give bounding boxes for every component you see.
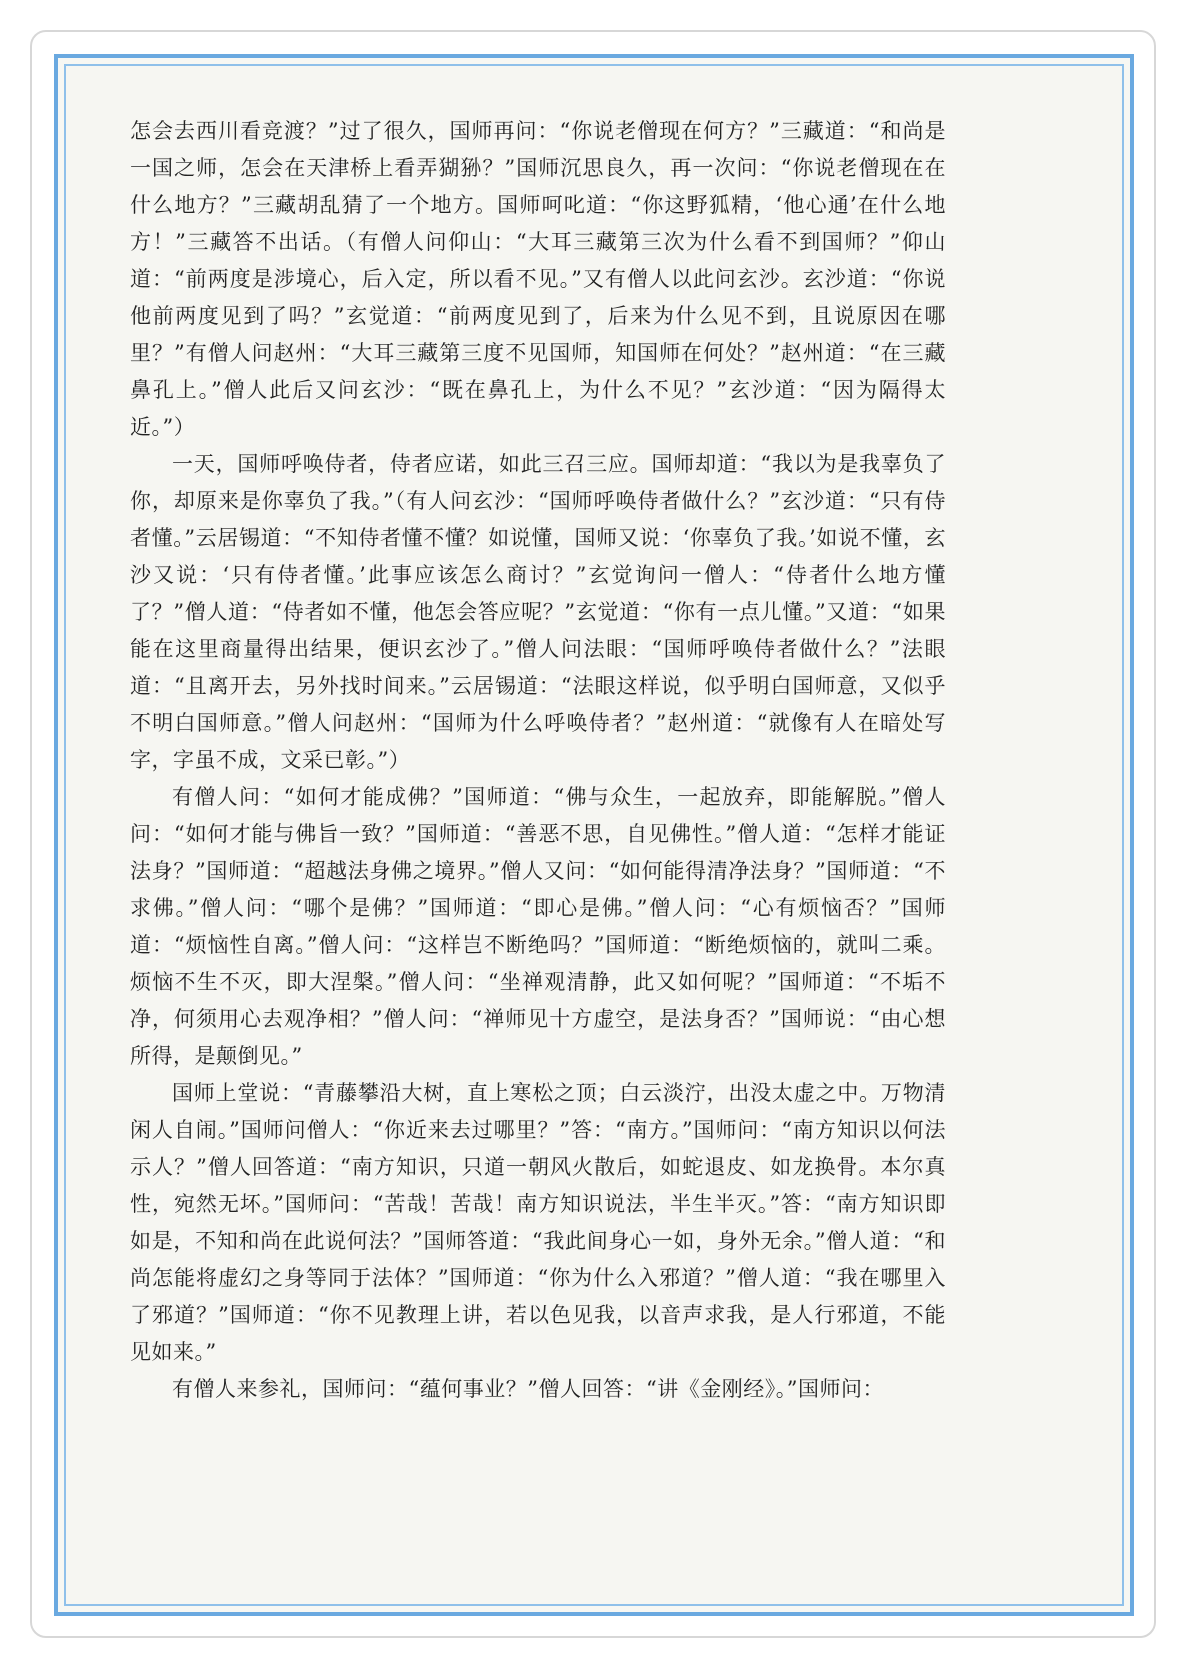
document-body <box>130 113 946 1408</box>
paragraph-3: 有僧人问：“如何才能成佛？”国师道：“佛与众生，一起放弃，即能解脱。”僧人问：“如何才能与佛旨一致？”国师道：“善恶不思，自见佛性。”僧人道：“怎样才能证法身？”国师道：“超越法身佛之境界。”僧人又问：“如何能得清净法身？”国师道：“不求佛。”僧人问：“哪个是佛？”国师道：“即心是佛。”僧人问：“心有烦恼否？”国师道：“烦恼性自离。”僧人问：“这样岂不断绝吗？”国师道：“断绝烦恼的，就叫二乘。烦恼不生不灭，即大涅槃。”僧人问：“坐禅观清静，此又如何呢？”国师道：“不垢不净，何须用心去观净相？”僧人问：“禅师见十方虚空，是法身否？”国师说：“由心想所得，是颠倒见。” <box>130 785 946 1068</box>
paragraph-5: 有僧人来参礼，国师问：“蕴何事业？”僧人回答：“讲《金刚经》。”国师问： <box>172 1377 884 1401</box>
paragraph-2: 一天，国师呼唤侍者，侍者应诺，如此三召三应。国师却道：“我以为是我辜负了你，却原来是你辜负了我。”（有人问玄沙：“国师呼唤侍者做什么？”玄沙道：“只有侍者懂。”云居锡道：“不知侍者懂不懂？如说懂，国师又说：‘你辜负了我。’如说不懂，玄沙又说：‘只有侍者懂。’此事应该怎么商讨？”玄觉询问一僧人：“侍者什么地方懂了？”僧人道：“侍者如不懂，他怎会答应呢？”玄觉道：“你有一点儿懂。”又道：“如果能在这里商量得出结果，便识玄沙了。”僧人问法眼：“国师呼唤侍者做什么？”法眼道：“且离开去，另外找时间来。”云居锡道：“法眼这样说，似乎明白国师意，又似乎不明白国师意。”僧人问赵州：“国师为什么呼唤侍者？”赵州道：“就像有人在暗处写字，字虽不成，文采已彰。”） <box>130 452 946 772</box>
paragraph-4: 国师上堂说：“青藤攀沿大树，直上寒松之顶；白云淡泞，出没太虚之中。万物清闲人自闹。”国师问僧人：“你近来去过哪里？”答：“南方。”国师问：“南方知识以何法示人？”僧人回答道：“南方知识，只道一朝风火散后，如蛇退皮、如龙换骨。本尔真性，宛然无坏。”国师问：“苦哉！苦哉！南方知识说法，半生半灭。”答：“南方知识即如是，不知和尚在此说何法？”国师答道：“我此间身心一如，身外无余。”僧人道：“和尚怎能将虚幻之身等同于法体？”国师道：“你为什么入邪道？”僧人道：“我在哪里入了邪道？”国师道：“你不见教理上讲，若以色见我，以音声求我，是人行邪道，不能见如来。” <box>130 1081 946 1364</box>
paragraph-1: 怎会去西川看竞渡？”过了很久，国师再问：“你说老僧现在何方？”三藏道：“和尚是一国之师，怎会在天津桥上看弄猢狲？”国师沉思良久，再一次问：“你说老僧现在在什么地方？”三藏胡乱猜了一个地方。国师呵叱道：“你这野狐精，‘他心通’在什么地方！”三藏答不出话。（有僧人问仰山：“大耳三藏第三次为什么看不到国师？”仰山道：“前两度是涉境心，后入定，所以看不见。”又有僧人以此问玄沙。玄沙道：“你说他前两度见到了吗？”玄觉道：“前两度见到了，后来为什么见不到，且说原因在哪里？”有僧人问赵州：“大耳三藏第三度不见国师，知国师在何处？”赵州道：“在三藏鼻孔上。”僧人此后又问玄沙：“既在鼻孔上，为什么不见？”玄沙道：“因为隔得太近。”） <box>130 119 946 439</box>
